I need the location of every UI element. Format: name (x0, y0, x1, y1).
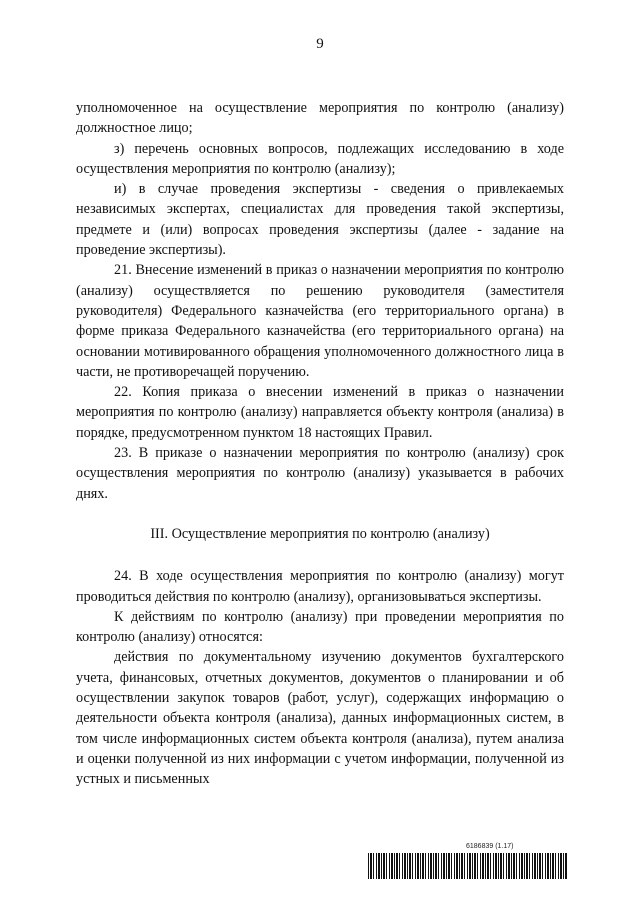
paragraph: 21. Внесение изменений в приказ о назначении мероприятия по контролю (анализу) осуществляется по решению руководителя (заместителя руководителя) Федерального казначейства (его территориального органа) в форме приказа Федерального казначейства (его территориального органа) на основании мотивированного обращения уполномоченного должностного лица в части, не противоречащей поручению. (76, 262, 564, 380)
barcode-icon (368, 853, 568, 879)
paragraph: 23. В приказе о назначении мероприятия по контролю (анализу) срок осуществления мероприятия по контролю (анализу) указывается в рабочих днях. (76, 445, 564, 502)
paragraph: уполномоченное на осуществление мероприятия по контролю (анализу) должностное лицо; (76, 100, 564, 137)
paragraph: 22. Копия приказа о внесении изменений в приказ о назначении мероприятия по контролю (анализу) направляется объекту контроля (анализа) в порядке, предусмотренном пунктом 18 настоящих Правил. (76, 384, 564, 441)
barcode-block (368, 842, 572, 886)
paragraph: 24. В ходе осуществления мероприятия по контролю (анализу) могут проводиться действия по контролю (анализу), организовываться экспертизы. (76, 568, 564, 605)
page-number: 9 (316, 36, 324, 52)
document-body (76, 98, 564, 790)
paragraph: К действиям по контролю (анализу) при проведении мероприятия по контролю (анализу) относятся: (76, 608, 564, 646)
paragraph: действия по документальному изучению документов бухгалтерского учета, финансовых, отчетных документов, документов о планировании и об осуществлении закупок товаров (работ, услуг), содержащих информацию о деятельности объекта контроля (анализа), данных информационных систем, в том числе информационных систем объекта контроля (анализа), путем анализа и оценки полученной из них информации с учетом информации, полученной из устных и письменных (76, 649, 564, 788)
paragraph: з) перечень основных вопросов, подлежащих исследованию в ходе осуществления мероприятия по контролю (анализу); (76, 140, 564, 177)
paragraph: и) в случае проведения экспертизы - сведения о привлекаемых независимых экспертах, специалистах для проведения такой экспертизы, предмете и (или) вопросах проведения экспертизы (далее - задание на проведение экспертизы). (76, 181, 564, 259)
barcode-label: 6186839 (1.17) (466, 843, 514, 850)
section-heading: III. Осуществление мероприятия по контролю (анализу) (150, 525, 490, 542)
